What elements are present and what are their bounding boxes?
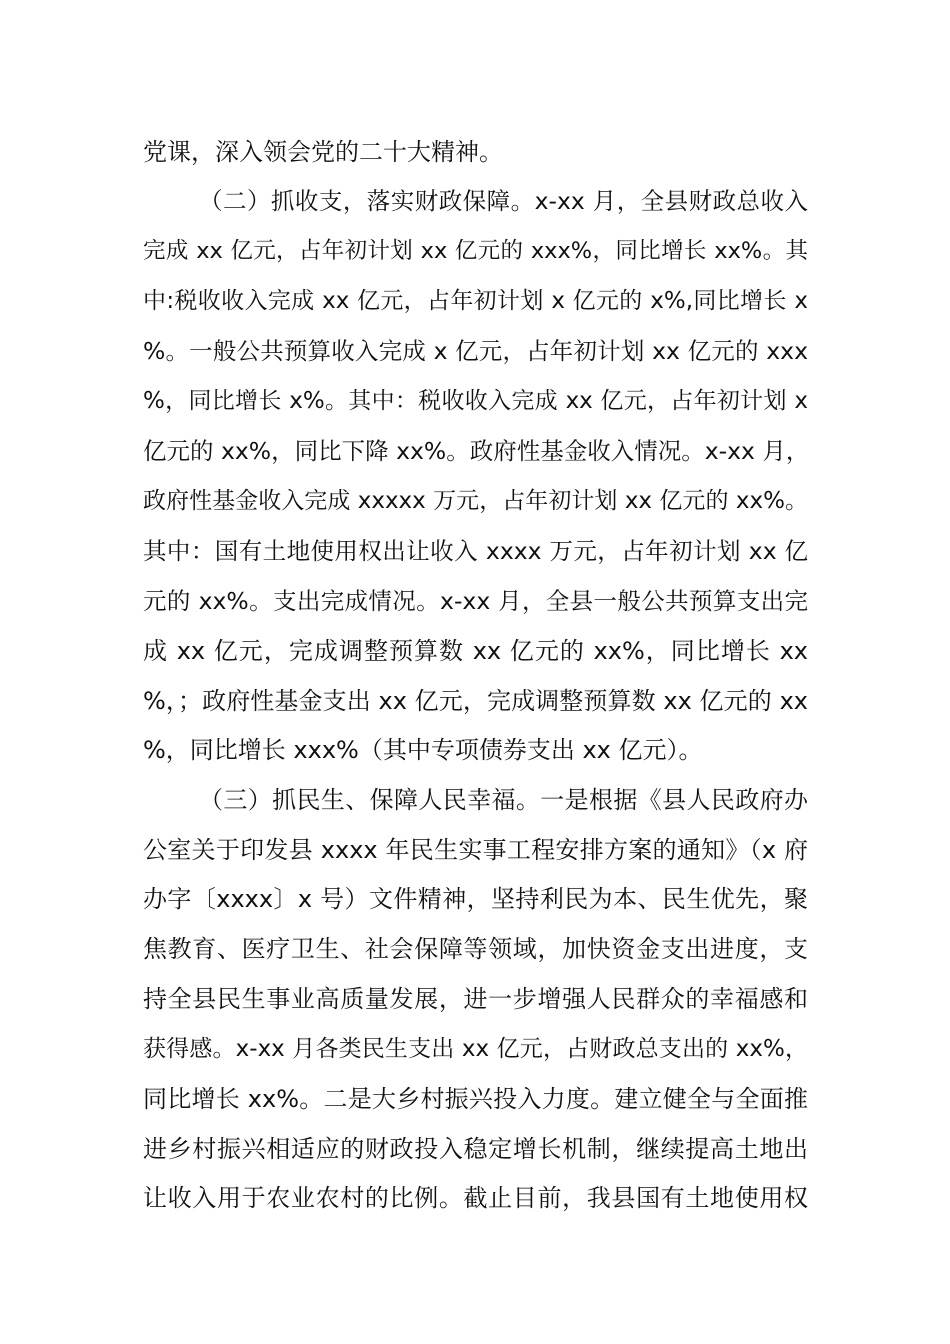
paragraph-line: %。一般公共预算收入完成 x 亿元，占年初计划 xx 亿元的 xxx: [143, 337, 808, 365]
paragraph-line: 持全县民生事业高质量发展，进一步增强人民群众的幸福感和: [143, 985, 808, 1013]
paragraph-line: 中:税收收入完成 xx 亿元，占年初计划 x 亿元的 x%,同比增长 x: [143, 288, 808, 314]
paragraph-line: %，同比增长 x%。其中：税收收入完成 xx 亿元，占年初计划 x: [143, 388, 808, 414]
paragraph-line: 其中：国有土地使用权出让收入 xxxx 万元，占年初计划 xx 亿: [143, 537, 808, 565]
paragraph-line: 让收入用于农业农村的比例。截止目前，我县国有土地使用权: [143, 1184, 808, 1212]
paragraph-line: 进乡村振兴相适应的财政投入稳定增长机制，继续提高土地出: [143, 1135, 808, 1163]
paragraph-line: 党课，深入领会党的二十大精神。: [143, 138, 503, 166]
paragraph-line: 元的 xx%。支出完成情况。x-xx 月，全县一般公共预算支出完: [143, 587, 808, 615]
paragraph-line: 同比增长 xx%。二是大乡村振兴投入力度。建立健全与全面推: [143, 1085, 808, 1113]
paragraph-line: 政府性基金收入完成 xxxxx 万元，占年初计划 xx 亿元的 xx%。: [143, 488, 808, 514]
section-heading-line: （二）抓收支，落实财政保障。x-xx 月，全县财政总收入: [199, 187, 808, 215]
paragraph-line: 办字〔xxxx〕x 号）文件精神，坚持利民为本、民生优先，聚: [143, 885, 808, 913]
paragraph-line: 焦教育、医疗卫生、社会保障等领域，加快资金支出进度，支: [143, 935, 808, 963]
paragraph-line: 亿元的 xx%，同比下降 xx%。政府性基金收入情况。x-xx 月，: [143, 437, 810, 465]
paragraph-line: 完成 xx 亿元，占年初计划 xx 亿元的 xxx%，同比增长 xx%。其: [143, 238, 808, 264]
paragraph-line: %，；政府性基金支出 xx 亿元，完成调整预算数 xx 亿元的 xx: [143, 687, 808, 715]
paragraph-line: 公室关于印发县 xxxx 年民生实事工程安排方案的通知》（x 府: [143, 836, 808, 864]
paragraph-line: 成 xx 亿元，完成调整预算数 xx 亿元的 xx%，同比增长 xx: [143, 637, 808, 665]
paragraph-line: %，同比增长 xxx%（其中专项债券支出 xx 亿元）。: [143, 736, 703, 764]
paragraph-line: 获得感。x-xx 月各类民生支出 xx 亿元，占财政总支出的 xx%，: [143, 1036, 808, 1062]
section-heading-line: （三）抓民生、保障人民幸福。一是根据《县人民政府办: [199, 786, 808, 814]
